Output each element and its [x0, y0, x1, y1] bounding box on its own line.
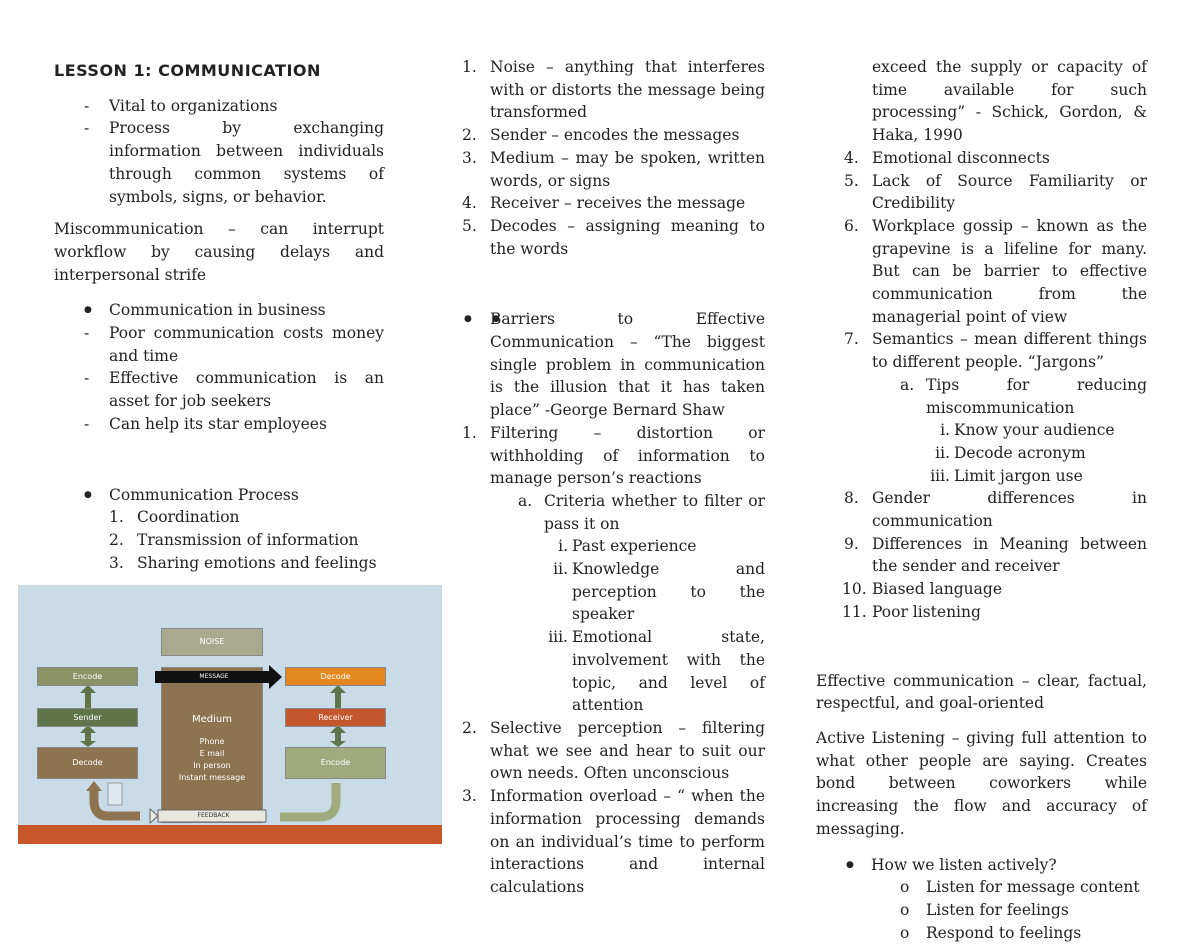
overload-continuation: exceed the supply or capacity of time available for such processing” - Schick, Gordon, & Haka, 1990 — [872, 58, 1147, 145]
process-heading: ● Communication Process — [54, 484, 384, 507]
up-arrow-right — [330, 685, 346, 702]
list-item: 1. Filtering – distortion or withholding of information to manage person’s reactions a. Criteria whether to filter or pass it on i. Past experience ii. Knowledge and perception to the speaker iii. Emotional state, involvement with the topic, and level of attention — [462, 422, 765, 717]
process-list — [109, 506, 384, 574]
lesson-title: LESSON 1: COMMUNICATION — [54, 61, 321, 80]
list-item: 3. Medium – may be spoken, written words, or signs — [462, 148, 765, 190]
list-item: ii. Knowledge and perception to the speaker — [553, 560, 765, 624]
list-item: a. Tips for reducing miscommunication — [900, 375, 1147, 417]
list-item: - Effective communication is an asset for job seekers — [54, 367, 384, 412]
business-heading: ● Communication in business — [54, 299, 384, 322]
list-item: iii. Limit jargon use — [930, 466, 1083, 485]
decode-left-box: Decode — [37, 747, 138, 779]
medium-line: In person — [193, 761, 231, 770]
list-item: i. Past experience — [558, 537, 697, 556]
tips-list — [926, 419, 1147, 487]
list-item: o Listen for feelings — [900, 899, 1147, 922]
column-3 — [816, 56, 1147, 944]
list-item: 1. Coordination — [109, 508, 240, 527]
process-elements-list — [462, 56, 765, 260]
phone-icon — [108, 783, 122, 805]
receiver-box: Receiver — [285, 708, 386, 727]
feedback-arrowhead — [150, 809, 158, 823]
business-heading-list — [54, 299, 384, 322]
list-item: o Listen for message content — [900, 876, 1147, 899]
noise-box: NOISE — [161, 628, 263, 656]
column-1 — [54, 56, 384, 574]
medium-line: Instant message — [178, 773, 246, 782]
process-heading-list — [54, 484, 384, 507]
message-label: MESSAGE — [199, 673, 229, 680]
list-item: 3. Sharing emotions and feelings — [109, 553, 377, 572]
barriers-list — [462, 308, 765, 422]
list-item: 2. Sender – encodes the messages — [462, 126, 740, 145]
list-item: ii. Decode acronym — [935, 443, 1086, 462]
barriers-continued — [844, 147, 1147, 624]
list-item: - Process by exchanging information between individuals through common systems of symbols, signs, or behavior. — [54, 117, 384, 208]
list-item: - Can help its star employees — [54, 413, 384, 436]
list-item: - Vital to organizations — [54, 95, 384, 118]
list-item: o Respond to feelings — [900, 922, 1147, 944]
up-arrow-right-2 — [330, 725, 346, 739]
list-item: - Poor communication costs money and time — [54, 322, 384, 367]
encode-right-box: Encode — [285, 747, 386, 779]
list-item: i. Know your audience — [940, 421, 1115, 440]
column-2 — [462, 56, 765, 899]
feedback-return-path — [280, 783, 336, 817]
list-item: 9. Differences in Meaning between the sender and receiver — [844, 534, 1147, 576]
list-item: 4. Emotional disconnects — [844, 148, 1050, 167]
list-item: 11. Poor listening — [842, 602, 981, 621]
list-item: 2. Transmission of information — [109, 530, 359, 549]
feedback-label: FEEDBACK — [197, 812, 230, 819]
list-item: 7. Semantics – mean different things to different people. “Jargons” a. Tips for reducing miscommunication i. Know your audience ii. Decode acronym iii. Limit jargon use — [844, 328, 1147, 487]
barriers-numbered — [462, 422, 765, 899]
down-arrow-left-2 — [80, 739, 96, 747]
list-item: 6. Workplace gossip – known as the grapevine is a lifeline for many. But can be barrier to effective communication from the managerial point of view — [844, 216, 1147, 326]
decode-right-box: Decode — [285, 667, 386, 686]
barriers-heading: ● ● Barriers to Effective Communication – “The biggest single problem in communication is the illusion that it has taken place” -George Bernard Shaw — [462, 308, 765, 422]
tips-sublist — [900, 374, 1147, 419]
listen-heading: ● How we listen actively? — [816, 854, 1147, 877]
intro-list — [54, 95, 384, 209]
feedback-up-arrowhead — [86, 781, 102, 791]
list-item: 4. Receiver – receives the message — [462, 194, 746, 213]
medium-line: E mail — [199, 749, 225, 758]
effective-communication: Effective communication – clear, factual, respectful, and goal-oriented — [816, 671, 1147, 713]
miscommunication-paragraph: Miscommunication – can interrupt workflow by causing delays and interpersonal strife — [54, 220, 384, 284]
up-arrow-left-2 — [80, 725, 96, 739]
list-item: 5. Decodes – assigning meaning to the words — [462, 216, 765, 258]
filtering-sublist — [518, 490, 765, 535]
sender-box: Sender — [37, 708, 138, 727]
down-arrow-right-2 — [330, 739, 346, 747]
list-item: 3. Information overload – “ when the information processing demands on an individual’s time to perform interactions and internal calculations — [462, 787, 765, 896]
up-arrow-left — [80, 685, 96, 702]
criteria-list — [544, 535, 765, 717]
list-item: a. Criteria whether to filter or pass it on — [518, 491, 765, 533]
medium-line: Phone — [199, 737, 225, 746]
list-item: 10. Biased language — [842, 580, 1002, 599]
communication-process-diagram — [18, 585, 442, 844]
message-arrowhead — [269, 665, 282, 689]
listen-list — [900, 876, 1147, 944]
listen-heading-list — [816, 854, 1147, 877]
list-item: 1. Noise – anything that interferes with or distorts the message being transformed — [462, 58, 765, 122]
active-listening: Active Listening – giving full attention to what other people are saying. Creates bond between coworkers while increasing the flow and accuracy of messaging. — [816, 728, 1147, 838]
list-item: iii. Emotional state, involvement with the topic, and level of attention — [548, 628, 765, 715]
medium-title: Medium — [192, 714, 232, 725]
list-item: 5. Lack of Source Familiarity or Credibility — [844, 171, 1147, 213]
list-item: 8. Gender differences in communication — [844, 489, 1147, 531]
encode-left-box: Encode — [37, 667, 138, 686]
list-item: 2. Selective perception – filtering what we see and hear to suit our own needs. Often unconscious — [462, 718, 765, 783]
business-list — [54, 322, 384, 436]
